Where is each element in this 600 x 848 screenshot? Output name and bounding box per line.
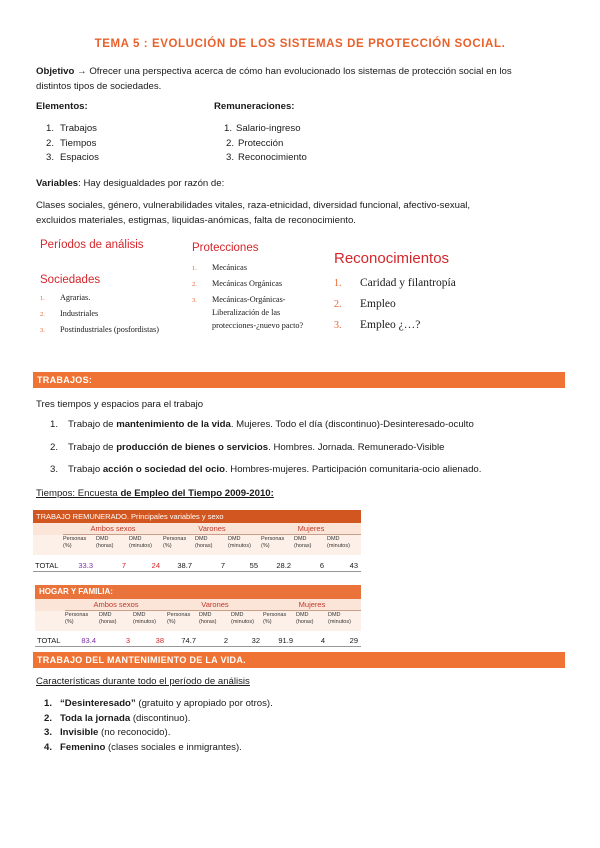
list-item: 2. Trabajo de producción de bienes o servicios. Hombres. Jornada. Remunerado-Visible: [49, 441, 445, 453]
remuneraciones-list: [222, 122, 307, 166]
list-item: 3. Reconocimiento: [225, 152, 307, 164]
sociedades-heading: Sociedades: [40, 274, 101, 286]
list-item-cont: Liberalización de las: [212, 308, 281, 317]
caracteristicas-list: [36, 697, 273, 755]
table-row: TOTAL 83.4 3 38 74.7 2 32 91.9 4 29: [35, 635, 361, 647]
protecciones-heading: Protecciones: [192, 242, 259, 254]
section-bar-mantenimiento: TRABAJO DEL MANTENIMIENTO DE LA VIDA.: [33, 652, 565, 668]
arrow-icon: →: [74, 66, 90, 77]
objetivo: [36, 64, 576, 94]
table-sub-row: Personas (%) DMD (horas) DMD (minutos) Personas (%) DMD (horas) DMD (minutos) Personas (%) DMD (horas) DMD (minutos): [33, 535, 361, 555]
list-item-cont: protecciones-¿nuevo pacto?: [212, 321, 304, 330]
table-trabajo-remunerado: [33, 510, 361, 572]
remuneraciones-heading: Remuneraciones:: [214, 101, 295, 112]
list-item: 3. Trabajo acción o sociedad del ocio. Hombres-mujeres. Participación comunitaria-ocio alienado.: [49, 464, 482, 475]
periodos-heading: Períodos de análisis: [40, 239, 144, 251]
objetivo-text-2: distintos tipos de sociedades.: [36, 81, 162, 92]
list-item: 3. Mecánicas-Orgánicas-: [192, 295, 286, 304]
caracteristicas-heading: Características durante todo el período de análisis: [36, 676, 250, 687]
list-item: 1. Caridad y filantropía: [334, 277, 456, 289]
sociedades-list: [40, 292, 159, 340]
trabajos-intro: Tres tiempos y espacios para el trabajo: [36, 399, 204, 410]
table-header: HOGAR Y FAMILIA:: [35, 585, 361, 599]
objetivo-label: Objetivo: [36, 66, 75, 77]
reconocimientos-list: [334, 277, 456, 340]
table-hogar-familia: [35, 585, 361, 647]
list-item: 2. Mecánicas Orgánicas: [192, 279, 283, 288]
table-group-row: Ambos sexos Varones Mujeres: [33, 523, 361, 535]
objetivo-text: Ofrecer una perspectiva acerca de cómo han evolucionado los sistemas de protección social en los: [89, 66, 512, 77]
tiempos-heading: Tiempos: Encuesta de Empleo del Tiempo 2009-2010:: [36, 488, 274, 499]
elementos-heading: Elementos:: [36, 101, 88, 112]
elementos-list: [36, 122, 99, 166]
list-item: 3. Postindustriales (posfordistas): [40, 325, 159, 334]
list-item: 2. Tiempos: [45, 137, 97, 149]
list-item: 3. Empleo ¿…?: [334, 319, 421, 331]
list-item: 1. Trabajos: [45, 123, 97, 134]
reconocimientos-heading: Reconocimientos: [334, 250, 450, 267]
list-item: 1. Trabajo de mantenimiento de la vida. Mujeres. Todo el día (discontinuo)-Desinteresado-oculto: [49, 419, 474, 430]
variables-list: Clases sociales, género, vulnerabilidades vitales, raza-etnicidad, diversidad funcional, afectivo-sexual, excluidos materiales, estigmas, liquidas-anómicas, falta de reconocimiento.: [36, 200, 471, 226]
list-item: 2. Empleo: [334, 298, 396, 310]
list-item: 2. Industriales: [40, 309, 99, 318]
list-item: 2. Toda la jornada (discontinuo).: [43, 712, 191, 724]
table-row: TOTAL 33.3 7 24 38.7 7 55 28.2 6 43: [33, 560, 361, 572]
list-item: 3. Invisible (no reconocido).: [43, 727, 171, 738]
list-item: 1. Salario-ingreso: [223, 123, 301, 134]
list-item: 3. Espacios: [45, 152, 99, 164]
list-item: 4. Femenino (clases sociales e inmigrantes).: [43, 741, 242, 753]
table-sub-row: Personas (%) DMD (horas) DMD (minutos) Personas (%) DMD (horas) DMD (minutos) Personas (%) DMD (horas) DMD (minutos): [35, 611, 361, 631]
section-bar-trabajos: TRABAJOS:: [33, 372, 565, 388]
variables: Variables: Hay desigualdades por razón de:: [36, 178, 225, 189]
protecciones-list: [192, 262, 303, 333]
trabajos-list: [36, 417, 576, 485]
page-title: TEMA 5 : EVOLUCIÓN DE LOS SISTEMAS DE PROTECCIÓN SOCIAL.: [94, 38, 506, 50]
list-item: 2. Protección: [225, 137, 284, 149]
table-group-row: Ambos sexos Varones Mujeres: [35, 599, 361, 611]
list-item: 1. “Desinteresado” (gratuito y apropiado por otros).: [43, 698, 273, 709]
list-item: 1. Mecánicas: [192, 263, 248, 272]
list-item: 1. Agrarias.: [40, 293, 91, 302]
table-header: TRABAJO REMUNERADO. Principales variables y sexo: [33, 510, 361, 523]
